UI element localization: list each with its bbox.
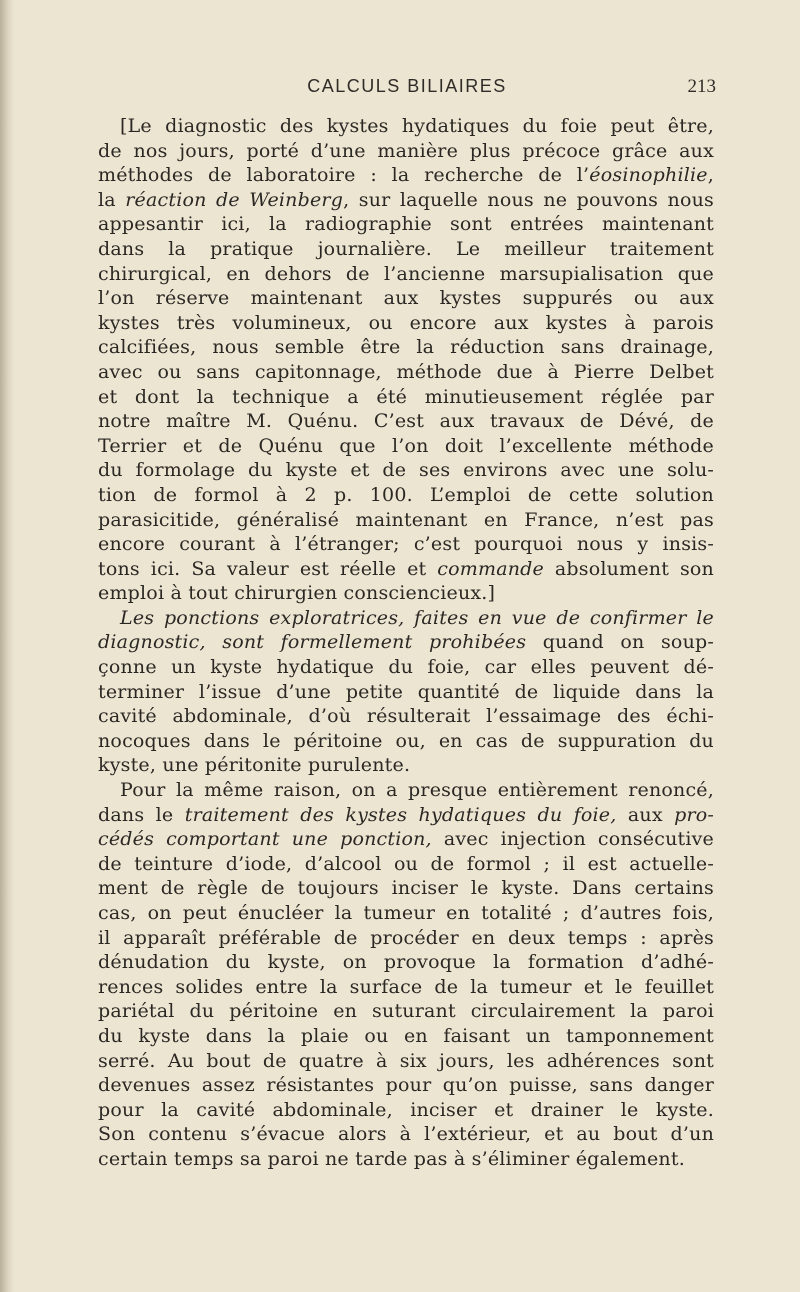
text-segment: Pour la même raison, on a presque entièrement renoncé, bbox=[120, 779, 714, 802]
text-segment: de nos jours, porté d’une manière plus précoce grâce aux bbox=[98, 139, 714, 162]
italic-text: pro- bbox=[674, 803, 714, 826]
text-segment: dans la pratique journalière. Le meilleur traitement bbox=[98, 237, 714, 260]
text-line bbox=[98, 508, 714, 533]
text-segment: , sur laquelle nous ne pouvons nous bbox=[343, 188, 714, 211]
text-segment: devenues assez résistantes pour qu’on puisse, sans danger bbox=[98, 1074, 714, 1097]
body-text bbox=[98, 114, 714, 1172]
text-segment: serré. Au bout de quatre à six jours, les adhérences sont bbox=[98, 1049, 714, 1072]
text-line bbox=[98, 458, 714, 483]
text-segment: du formolage du kyste et de ses environs avec une solu- bbox=[98, 459, 714, 482]
text-line bbox=[98, 1122, 714, 1147]
italic-text: éosinophilie bbox=[589, 164, 708, 187]
text-segment: dénudation du kyste, on provoque la formation d’adhé- bbox=[98, 951, 714, 974]
text-segment: chirurgical, en dehors de l’ancienne marsupialisation que bbox=[98, 262, 714, 285]
italic-text: commande bbox=[437, 557, 544, 580]
text-line bbox=[98, 975, 714, 1000]
text-segment: encore courant à l’étranger; c’est pourquoi nous y insis- bbox=[98, 533, 714, 556]
text-line bbox=[98, 901, 714, 926]
text-segment: tons ici. Sa valeur est réelle et bbox=[98, 557, 438, 580]
text-line bbox=[98, 311, 714, 336]
text-segment: appesantir ici, la radiographie sont entrées maintenant bbox=[98, 213, 714, 236]
text-line bbox=[98, 532, 714, 557]
text-segment: certain temps sa paroi ne tarde pas à s’éliminer également. bbox=[98, 1147, 685, 1170]
text-line bbox=[98, 163, 714, 188]
text-line bbox=[98, 630, 714, 655]
text-line bbox=[98, 852, 714, 877]
text-segment: absolument son bbox=[543, 557, 714, 580]
italic-text: Les ponctions exploratrices, faites en vue de confirmer le bbox=[120, 606, 714, 629]
text-segment: quand on soup- bbox=[526, 631, 714, 654]
text-segment: cavité abdominale, d’où résulterait l’essaimage des échi- bbox=[98, 705, 714, 728]
text-line bbox=[98, 114, 714, 139]
text-segment: rences solides entre la surface de la tumeur et le feuillet bbox=[98, 975, 714, 998]
text-line bbox=[98, 581, 714, 606]
text-line bbox=[98, 286, 714, 311]
text-segment: notre maître M. Quénu. C’est aux travaux de Dévé, de bbox=[98, 410, 714, 433]
text-line bbox=[98, 753, 714, 778]
text-segment: pour la cavité abdominale, inciser et drainer le kyste. bbox=[98, 1098, 714, 1121]
text-line bbox=[98, 778, 714, 803]
text-segment: çonne un kyste hydatique du foie, car elles peuvent dé- bbox=[98, 656, 714, 679]
text-line bbox=[98, 360, 714, 385]
text-segment: kyste, une péritonite purulente. bbox=[98, 754, 411, 777]
text-line bbox=[98, 557, 714, 582]
text-segment: il apparaît préférable de procéder en deux temps : après bbox=[98, 926, 714, 949]
text-line bbox=[98, 139, 714, 164]
text-segment: nocoques dans le péritoine ou, en cas de suppuration du bbox=[98, 729, 714, 752]
text-segment: du kyste dans la plaie ou en faisant un tamponnement bbox=[98, 1024, 714, 1047]
running-header bbox=[98, 76, 716, 102]
text-line bbox=[98, 212, 714, 237]
text-line bbox=[98, 1073, 714, 1098]
text-line bbox=[98, 729, 714, 754]
text-line bbox=[98, 1147, 714, 1172]
text-segment: l’on réserve maintenant aux kystes suppurés ou aux bbox=[98, 287, 714, 310]
text-segment: méthodes de laboratoire : la recherche de l’ bbox=[98, 164, 590, 187]
page-edge-shadow bbox=[0, 0, 14, 1292]
text-line bbox=[98, 999, 714, 1024]
italic-text: diagnostic, sont formellement prohibées bbox=[98, 631, 527, 654]
text-segment: de teinture d’iode, d’alcool ou de formol ; il est actuelle- bbox=[98, 852, 714, 875]
text-line bbox=[98, 803, 714, 828]
text-segment: ment de règle de toujours inciser le kyste. Dans certains bbox=[98, 877, 714, 900]
text-line bbox=[98, 1049, 714, 1074]
text-segment: avec injection consécutive bbox=[431, 828, 715, 851]
text-segment: Son contenu s’évacue alors à l’extérieur, et au bout d’un bbox=[98, 1123, 714, 1146]
text-segment: aux bbox=[616, 803, 675, 826]
italic-text: réaction de Weinberg bbox=[125, 188, 344, 211]
text-segment: avec ou sans capitonnage, méthode due à Pierre Delbet bbox=[98, 360, 714, 383]
text-line bbox=[98, 606, 714, 631]
text-segment: cas, on peut énucléer la tumeur en totalité ; d’autres fois, bbox=[98, 902, 714, 924]
text-line bbox=[98, 262, 714, 287]
text-line bbox=[98, 237, 714, 262]
text-line bbox=[98, 680, 714, 705]
running-title: CALCULS BILIAIRES bbox=[307, 76, 507, 96]
text-line bbox=[98, 1098, 714, 1123]
text-segment: tion de formol à 2 p. 100. L’emploi de cette solution bbox=[98, 483, 714, 506]
italic-text: traitement des kystes hydatiques du foie, bbox=[184, 803, 617, 826]
page-number: 213 bbox=[687, 76, 716, 97]
text-line bbox=[98, 409, 714, 434]
text-segment: kystes très volumineux, ou encore aux kystes à parois bbox=[98, 311, 714, 334]
text-line bbox=[98, 655, 714, 680]
italic-text: cédés comportant une ponction, bbox=[98, 828, 432, 851]
text-segment: emploi à tout chirurgien consciencieux.] bbox=[98, 582, 496, 605]
text-line bbox=[98, 188, 714, 213]
text-line bbox=[98, 434, 714, 459]
text-segment: Terrier et de Quénu que l’on doit l’excellente méthode bbox=[98, 434, 714, 457]
text-segment: et dont la technique a été minutieusement réglée par bbox=[98, 385, 714, 408]
text-segment: parasicitide, généralisé maintenant en France, n’est pas bbox=[98, 508, 714, 531]
text-line bbox=[98, 926, 714, 951]
text-segment: calcifiées, nous semble être la réduction sans drainage, bbox=[98, 336, 714, 359]
text-line bbox=[98, 385, 714, 410]
text-segment: terminer l’issue d’une petite quantité de liquide dans la bbox=[98, 680, 714, 703]
text-segment: dans le bbox=[98, 803, 185, 826]
text-line bbox=[98, 876, 714, 901]
text-line bbox=[98, 483, 714, 508]
text-segment: , bbox=[707, 164, 714, 187]
text-line bbox=[98, 827, 714, 852]
text-line bbox=[98, 335, 714, 360]
text-line bbox=[98, 704, 714, 729]
text-line bbox=[98, 1024, 714, 1049]
text-segment: pariétal du péritoine en suturant circulairement la paroi bbox=[98, 1000, 714, 1023]
text-line bbox=[98, 950, 714, 975]
text-segment: [Le diagnostic des kystes hydatiques du foie peut être, bbox=[120, 115, 714, 137]
text-segment: la bbox=[98, 188, 126, 211]
